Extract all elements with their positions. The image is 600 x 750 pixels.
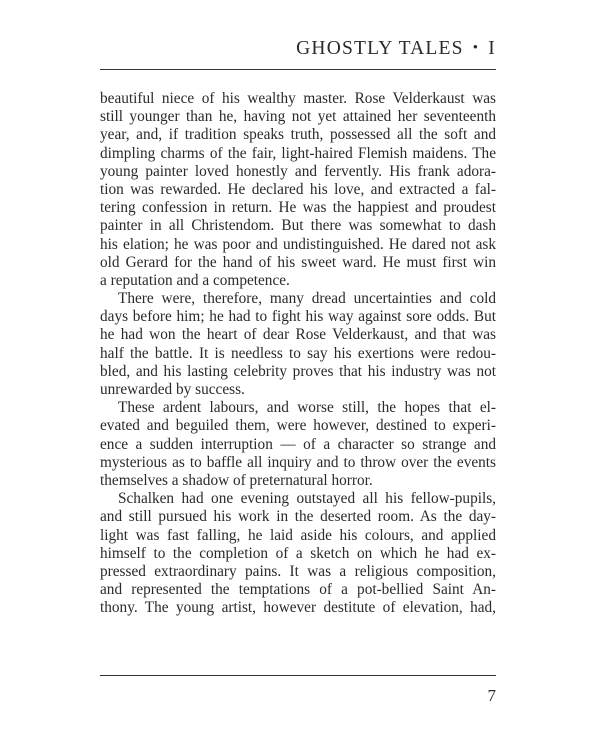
footer-rule	[100, 675, 496, 676]
text-line: themselves a shadow of preternatural horror.	[100, 471, 373, 489]
text-line: days before him; he had to fight his way against sore odds. But	[100, 308, 496, 326]
text-line: still younger than he, having not yet attained her seventeenth	[100, 108, 496, 126]
text-line: young painter loved honestly and fervently. His frank adora-	[100, 162, 496, 180]
text-line: his elation; he was poor and undistinguished. He dared not ask	[100, 235, 496, 253]
title-separator: •	[472, 40, 480, 56]
text-line: painter in all Christendom. But there was somewhat to dash	[100, 217, 496, 235]
text-line: light was fast falling, he laid aside his colours, and applied	[100, 526, 496, 544]
text-line: and represented the temptations of a pot-bellied Saint An-	[100, 581, 496, 599]
text-line: beautiful niece of his wealthy master. Rose Velderkaust was	[100, 90, 496, 107]
text-line: and still pursued his work in the deserted room. As the day-	[100, 508, 496, 526]
text-line: dimpling charms of the fair, light-haired Flemish maidens. The	[100, 144, 496, 162]
page-number: 7	[487, 686, 496, 705]
book-title: GHOSTLY TALES	[296, 38, 464, 59]
text-line: ence a sudden interruption — of a character so strange and	[100, 435, 496, 453]
body-text	[100, 90, 496, 617]
paragraph	[100, 90, 496, 290]
text-line: tion was rewarded. He declared his love, and extracted a fal-	[100, 180, 496, 198]
text-line: bled, and his lasting celebrity proves that his industry was not	[100, 362, 496, 380]
text-line: year, and, if tradition speaks truth, possessed all the soft and	[100, 126, 496, 144]
text-line: half the battle. It is needless to say his exertions were redou-	[100, 344, 496, 362]
paragraph	[100, 490, 496, 617]
text-line: evated and beguiled them, were however, destined to experi-	[100, 417, 496, 435]
volume-number: I	[488, 38, 496, 59]
text-line: mysterious as to baffle all inquiry and to throw over the events	[100, 453, 496, 471]
paragraph	[100, 399, 496, 490]
text-line: unrewarded by success.	[100, 381, 245, 398]
text-line: a reputation and a competence.	[100, 271, 290, 289]
text-line: he had won the heart of dear Rose Velderkaust, and that was	[100, 326, 496, 344]
text-line: tering confession in return. He was the happiest and proudest	[100, 199, 496, 217]
running-title	[296, 38, 496, 60]
paragraph	[100, 290, 496, 399]
text-line: These ardent labours, and worse still, the hopes that el-	[118, 399, 496, 417]
text-line: There were, therefore, many dread uncertainties and cold	[118, 290, 496, 308]
text-line: pressed extraordinary pains. It was a religious composition,	[100, 562, 496, 580]
text-line: thony. The young artist, however destitute of elevation, had,	[100, 599, 496, 617]
text-line: himself to the completion of a sketch on which he had ex-	[100, 544, 496, 562]
text-line: old Gerard for the hand of his sweet ward. He must first win	[100, 253, 496, 271]
text-line: Schalken had one evening outstayed all his fellow-pupils,	[118, 490, 496, 508]
header-rule	[100, 69, 496, 70]
